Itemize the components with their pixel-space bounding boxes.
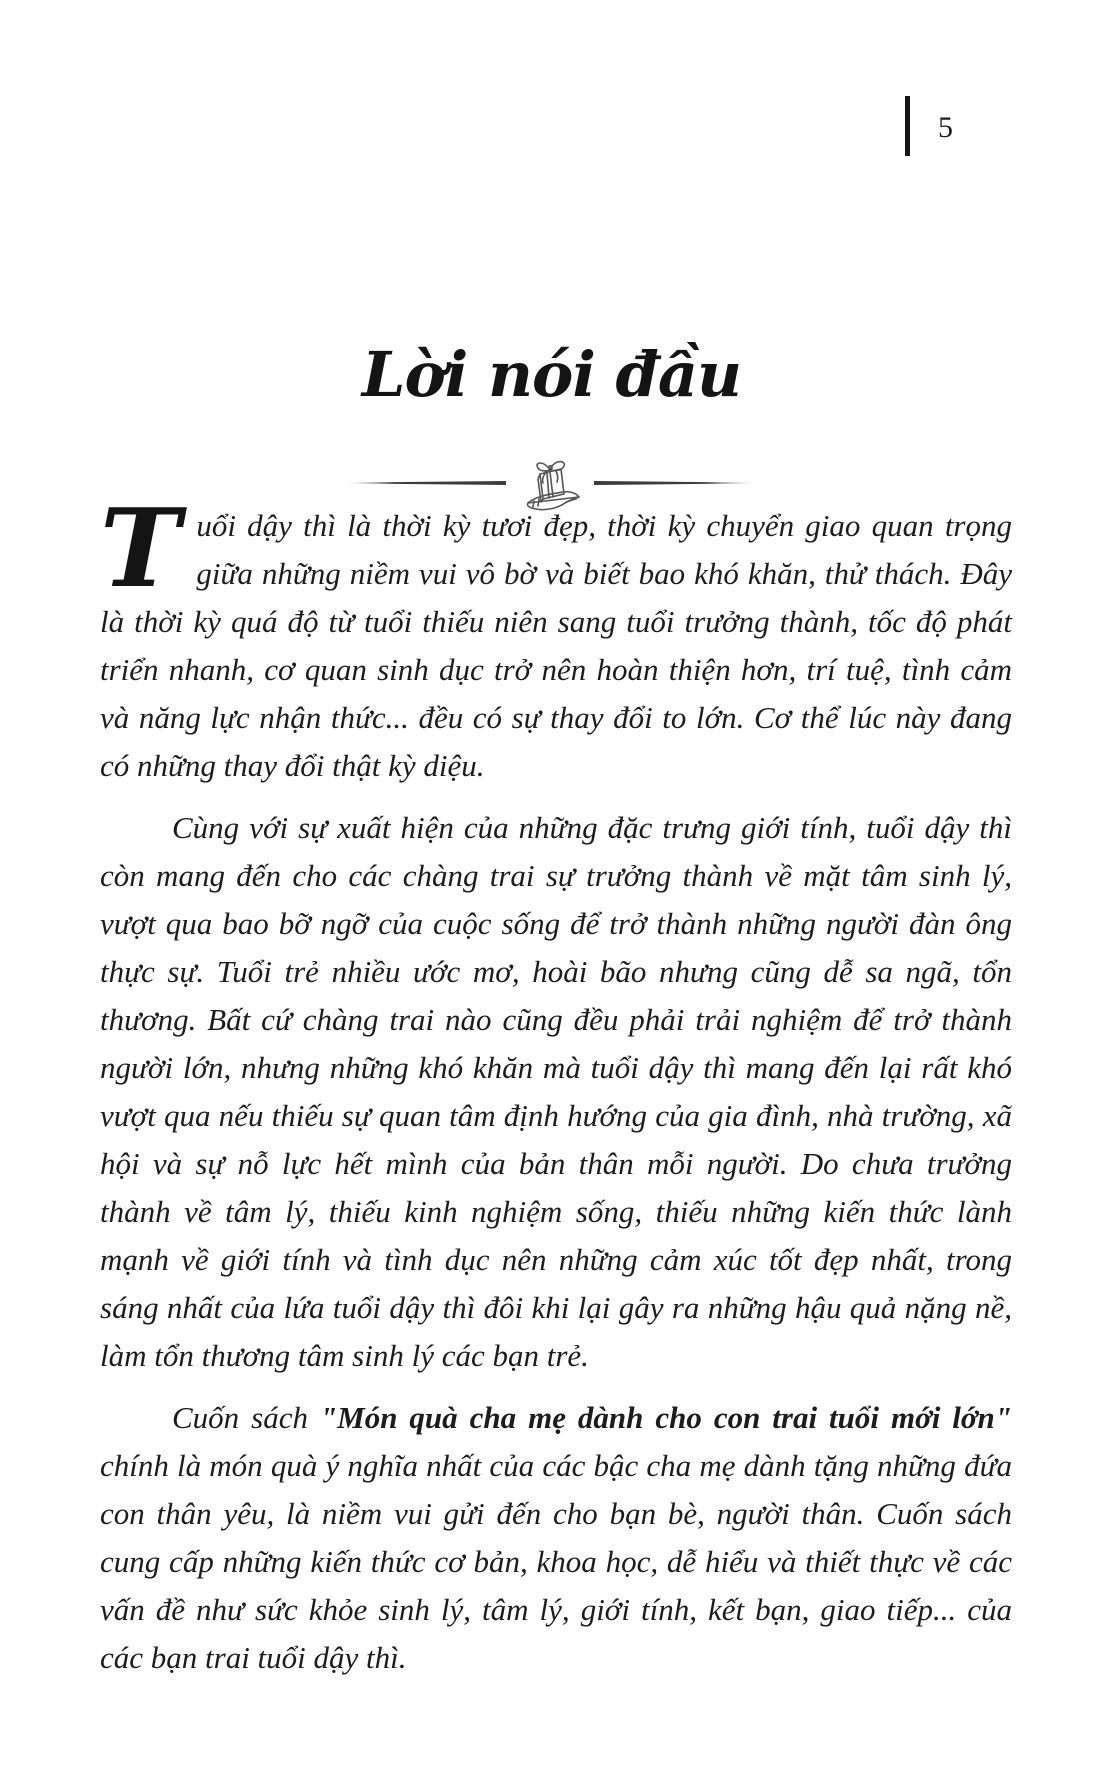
drop-cap: T xyxy=(100,486,181,612)
page-header xyxy=(905,96,954,156)
paragraph-1 xyxy=(100,486,1012,790)
preface-body xyxy=(100,486,1012,1696)
paragraph-3-prefix: Cuốn sách xyxy=(172,1400,320,1435)
paragraph-2 xyxy=(100,804,1012,1380)
page-number-rule xyxy=(905,96,910,156)
page-number: 5 xyxy=(938,111,954,144)
paragraph-1-text: uổi dậy thì là thời kỳ tươi đẹp, thời kỳ chuyển giao quan trọng giữa những niềm vui vô bờ và biết bao khó khăn, thử thách. Đây là thời kỳ quá độ từ tuổi thiếu niên sang tuổi trưởng thành, tốc độ phát triển nhanh, cơ quan sinh dục trở nên hoàn thiện hơn, trí tuệ, tình cảm và năng lực nhận thức... đều có sự thay đổi to lớn. Cơ thể lúc này đang có những thay đổi thật kỳ diệu. xyxy=(100,508,1012,783)
chapter-title: Lời nói đầu xyxy=(361,338,742,411)
paragraph-3 xyxy=(100,1394,1012,1682)
paragraph-3-suffix: chính là món quà ý nghĩa nhất của các bậc cha mẹ dành tặng những đứa con thân yêu, là niềm vui gửi đến cho bạn bè, người thân. Cuốn sách cung cấp những kiến thức cơ bản, khoa học, dễ hiểu và thiết thực về các vấn đề như sức khỏe sinh lý, tâm lý, giới tính, kết bạn, giao tiếp... của các bạn trai tuổi dậy thì. xyxy=(100,1448,1012,1675)
divider-line-left xyxy=(348,481,506,485)
book-title-emphasis: "Món quà cha mẹ dành cho con trai tuổi mới lớn" xyxy=(319,1400,1012,1435)
paragraph-2-text: Cùng với sự xuất hiện của những đặc trưng giới tính, tuổi dậy thì còn mang đến cho các chàng trai sự trưởng thành về mặt tâm sinh lý, vượt qua bao bỡ ngỡ của cuộc sống để trở thành những người đàn ông thực sự. Tuổi trẻ nhiều ước mơ, hoài bão nhưng cũng dễ sa ngã, tổn thương. Bất cứ chàng trai nào cũng đều phải trải nghiệm để trở thành người lớn, nhưng những khó khăn mà tuổi dậy thì mang đến lại rất khó vượt qua nếu thiếu sự quan tâm định hướng của gia đình, nhà trường, xã hội và sự nỗ lực hết mình của bản thân mỗi người. Do chưa trưởng thành về tâm lý, thiếu kinh nghiệm sống, thiếu những kiến thức lành mạnh về giới tính và tình dục nên những cảm xúc tốt đẹp nhất, trong sáng nhất của lứa tuổi dậy thì đôi khi lại gây ra những hậu quả nặng nề, làm tổn thương tâm sinh lý các bạn trẻ. xyxy=(100,810,1012,1373)
divider-line-right xyxy=(594,481,752,485)
